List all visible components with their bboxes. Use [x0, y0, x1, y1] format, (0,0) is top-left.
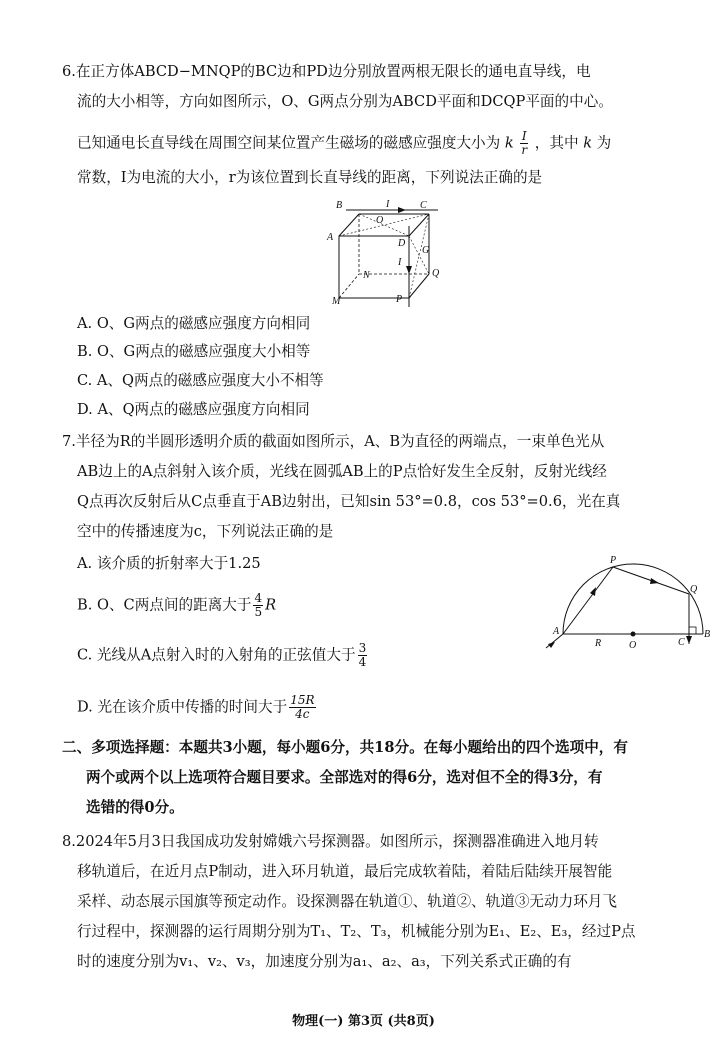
- section2-line-3: 选错的得0分。: [86, 799, 184, 816]
- q7-option-a: A. 该介质的折射率大于1.25: [77, 555, 261, 572]
- q8-line-2: 移轨道后，在近月点P制动，进入环月轨道，最后完成软着陆，着陆后陆续开展智能: [77, 863, 613, 880]
- q7-d-den: 4c: [295, 707, 310, 721]
- cube-figure: [322, 196, 442, 308]
- label-D: D: [398, 238, 406, 249]
- q6-line-3-text: 已知通电长直导线在周围空间某位置产生磁场的磁感应强度大小为: [77, 134, 501, 152]
- label-R: R: [595, 638, 602, 649]
- q7-option-b-frac: [253, 592, 263, 619]
- q7-option-c-frac: [358, 642, 368, 669]
- q6-k2: k: [583, 134, 593, 152]
- label-B: B: [336, 200, 343, 211]
- q8-line-4: 行过程中，探测器的运行周期分别为T₁、T₂、T₃，机械能分别为E₁、E₂、E₃，经过P点: [77, 923, 636, 940]
- q7-b-den: 5: [254, 605, 263, 619]
- q6-k: k: [504, 134, 514, 152]
- q7-c-num: 3: [358, 641, 367, 655]
- q7-option-d-text: D. 光在该介质中传播的时间大于: [77, 698, 288, 716]
- q7-d-num: 15R: [290, 693, 315, 707]
- label-Q: Q: [432, 268, 440, 279]
- label-M: M: [332, 296, 341, 307]
- q6-fraction: [520, 130, 528, 157]
- label-O-point: O: [629, 640, 637, 651]
- section2-line-1: 二、多项选择题：本题共3小题，每小题6分，共18分。在每小题给出的四个选项中，有: [62, 739, 628, 756]
- q8-line-1: 8.2024年5月3日我国成功发射嫦娥六号探测器。如图所示，探测器准确进入地月转: [62, 833, 599, 850]
- label-G: G: [422, 245, 430, 256]
- q6-frac-num: I: [521, 129, 527, 143]
- q7-option-c: [77, 642, 369, 669]
- label-P: P: [396, 294, 403, 305]
- q6-line-3-mid: ，其中: [534, 134, 579, 152]
- page-footer: 物理(一) 第3页 (共8页): [292, 1014, 435, 1029]
- q7-option-d-frac: [289, 694, 315, 721]
- semicircle-figure: [538, 552, 714, 656]
- q6-line-2: 流的大小相等，方向如图所示，O、G两点分别为ABCD平面和DCQP平面的中心。: [77, 93, 613, 110]
- q7-option-c-text: C. 光线从A点射入时的入射角的正弦值大于: [77, 646, 356, 664]
- q6-line-4: 常数，I为电流的大小，r为该位置到长直导线的距离，下列说法正确的是: [77, 169, 543, 186]
- q7-option-b: [77, 592, 276, 619]
- q7-line-2: AB边上的A点斜射入该介质，光线在圆弧AB上的P点恰好发生全反射，反射光线经: [77, 463, 607, 480]
- label-I-top: I: [386, 199, 390, 210]
- label-C-point: C: [678, 637, 685, 648]
- label-N: N: [363, 270, 370, 281]
- q6-option-c: C. A、Q两点的磁感应强度大小不相等: [77, 372, 324, 389]
- q6-option-d: D. A、Q两点的磁感应强度方向相同: [77, 401, 310, 418]
- q7-option-d: [77, 694, 318, 721]
- q7-option-b-tail: R: [265, 596, 277, 614]
- label-P-point: P: [610, 555, 617, 566]
- label-B-point: B: [704, 629, 711, 640]
- section2-line-2: 两个或两个以上选项符合题目要求。全部选对的得6分，选对但不全的得3分，有: [86, 769, 603, 786]
- q8-line-3: 采样、动态展示国旗等预定动作。设探测器在轨道①、轨道②、轨道③无动力环月飞: [77, 893, 617, 910]
- label-A: A: [327, 232, 334, 243]
- label-O: O: [376, 215, 384, 226]
- q7-c-den: 4: [358, 655, 367, 669]
- q7-b-num: 4: [254, 591, 263, 605]
- q7-line-1: 7.半径为R的半圆形透明介质的截面如图所示，A、B为直径的两端点，一束单色光从: [62, 433, 605, 450]
- q6-option-a: A. O、G两点的磁感应强度方向相同: [77, 315, 311, 332]
- q6-option-b: B. O、G两点的磁感应强度大小相等: [77, 343, 311, 360]
- q7-line-4: 空中的传播速度为c，下列说法正确的是: [77, 523, 334, 540]
- label-C: C: [420, 200, 427, 211]
- q7-option-b-text: B. O、C两点间的距离大于: [77, 596, 252, 614]
- q6-frac-den: r: [521, 143, 528, 157]
- q6-line-3: [77, 130, 611, 157]
- label-Q-point: Q: [690, 584, 698, 595]
- label-I-side: I: [398, 257, 402, 268]
- q8-line-5: 时的速度分别为v₁、v₂、v₃，加速度分别为a₁、a₂、a₃，下列关系式正确的有: [77, 953, 572, 970]
- label-A-point: A: [553, 626, 560, 637]
- q7-line-3: Q点再次反射后从C点垂直于AB边射出，已知sin 53°=0.8，cos 53°=0.6，光在真: [77, 493, 621, 510]
- q6-line-1: 6.在正方体ABCD−MNQP的BC边和PD边分别放置两根无限长的通电直导线，电: [62, 63, 591, 80]
- q6-line-3-end: 为: [596, 134, 612, 152]
